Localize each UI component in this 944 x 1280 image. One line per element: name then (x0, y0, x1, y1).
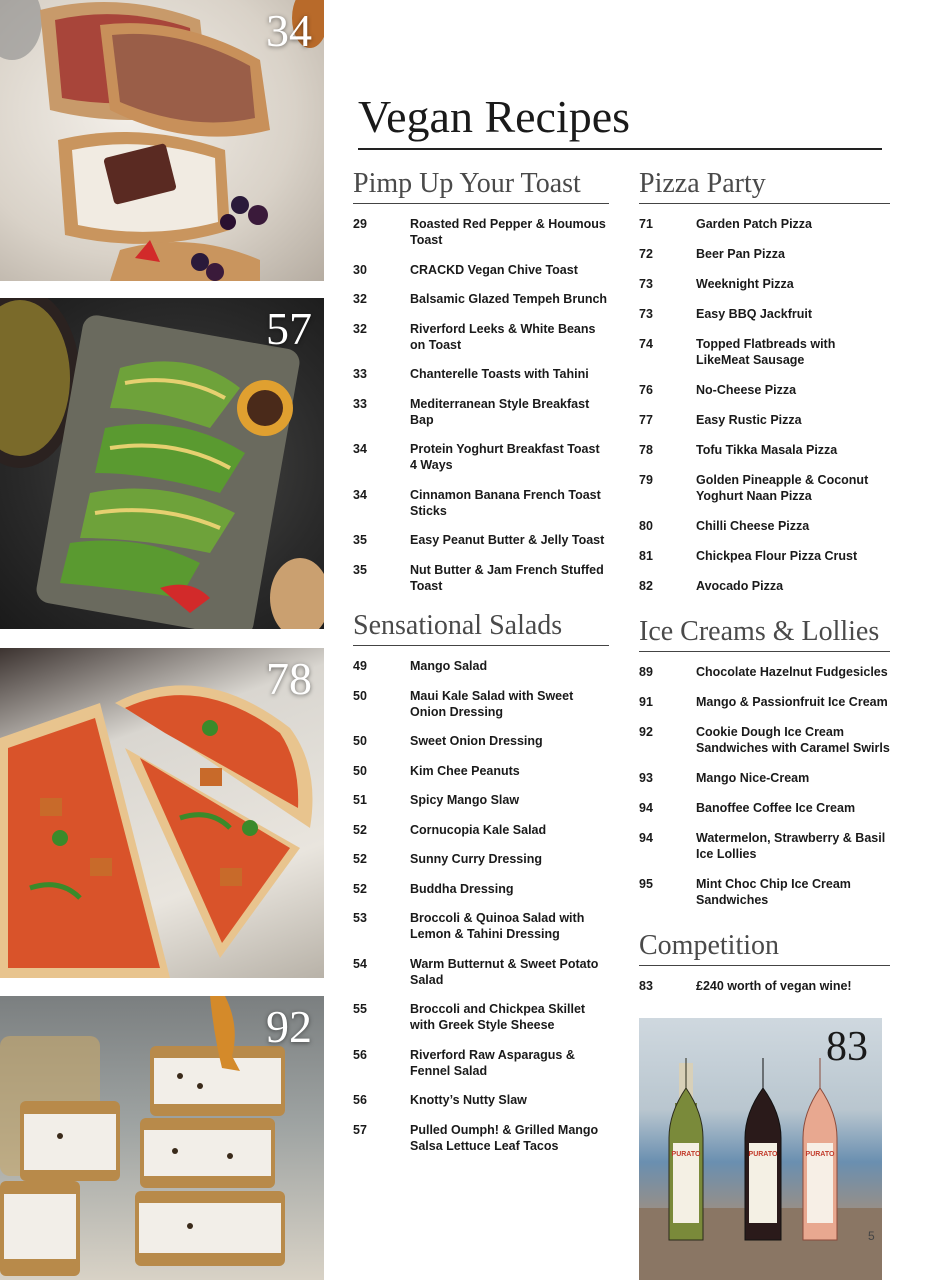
recipe-item (353, 321, 609, 353)
recipe-name: Buddha Dressing (410, 881, 514, 896)
recipe-page-number: 53 (353, 911, 367, 926)
recipe-page-number: 81 (639, 549, 653, 564)
recipe-name: Spicy Mango Slaw (410, 793, 520, 808)
recipe-list (639, 978, 890, 994)
recipe-item (639, 306, 890, 322)
recipe-item (353, 262, 609, 278)
recipe-page-number: 35 (353, 562, 367, 577)
recipe-page-number: 93 (639, 771, 653, 786)
recipe-page-number: 52 (353, 881, 367, 896)
icecream-photo (0, 996, 324, 1280)
recipe-name: Pulled Oumph! & Grilled Mango Salsa Lettuce Leaf Tacos (410, 1122, 599, 1153)
recipe-item (639, 548, 890, 564)
section-ice-creams (639, 616, 890, 922)
recipe-item (639, 578, 890, 594)
section-pizza (639, 168, 890, 608)
tacos-page-number: 57 (266, 303, 312, 354)
recipe-page-number: 73 (639, 307, 653, 322)
recipe-name: Roasted Red Pepper & Houmous Toast (410, 217, 606, 248)
recipe-name: Maui Kale Salad with Sweet Onion Dressing (410, 688, 574, 719)
recipe-item (639, 412, 890, 428)
wine-label-1: PURATO (671, 1151, 701, 1158)
recipe-item (353, 658, 609, 674)
recipe-page-number: 71 (639, 217, 653, 232)
recipe-name: Protein Yoghurt Breakfast Toast 4 Ways (410, 442, 600, 473)
recipe-name: Mango Salad (410, 659, 488, 674)
recipe-item (353, 532, 609, 548)
recipe-item (353, 366, 609, 382)
page-title: Vegan Recipes (358, 91, 631, 142)
recipe-page-number: 82 (639, 579, 653, 594)
recipe-name: Sweet Onion Dressing (410, 734, 543, 749)
recipe-page-number: 32 (353, 292, 367, 307)
recipe-name: Chickpea Flour Pizza Crust (696, 549, 858, 564)
recipe-item (353, 1092, 609, 1108)
recipe-item (353, 441, 609, 473)
recipe-name: Easy BBQ Jackfruit (696, 307, 813, 322)
recipe-name: Mint Choc Chip Ice Cream Sandwiches (696, 877, 851, 908)
section-heading: Pimp Up Your Toast (353, 168, 609, 204)
recipe-name: £240 worth of vegan wine! (696, 979, 852, 994)
recipe-page-number: 52 (353, 822, 367, 837)
recipe-item (353, 688, 609, 720)
recipe-item (639, 518, 890, 534)
recipe-page-number: 34 (353, 487, 367, 502)
recipe-item (639, 694, 890, 710)
recipe-item (639, 830, 890, 862)
tacos-photo (0, 298, 324, 629)
recipe-name: Mediterranean Style Breakfast Bap (410, 396, 590, 427)
recipe-name: Easy Peanut Butter & Jelly Toast (410, 533, 605, 548)
recipe-name: Banoffee Coffee Ice Cream (696, 801, 856, 816)
pizza-photo (0, 648, 324, 978)
recipe-list (639, 216, 890, 594)
recipe-name: Riverford Leeks & White Beans on Toast (410, 321, 596, 352)
page-number: 5 (868, 1229, 875, 1243)
recipe-name: Sunny Curry Dressing (410, 852, 542, 867)
recipe-page-number: 72 (639, 247, 653, 262)
recipe-page-number: 78 (639, 443, 653, 458)
recipe-name: Cornucopia Kale Salad (410, 822, 547, 837)
recipe-page-number: 76 (639, 383, 653, 398)
recipe-item (353, 396, 609, 428)
recipe-page-number: 50 (353, 688, 367, 703)
recipe-name: Weeknight Pizza (696, 277, 794, 292)
section-heading: Competition (639, 930, 890, 966)
recipe-page-number: 56 (353, 1047, 367, 1062)
recipe-name: Watermelon, Strawberry & Basil Ice Lollies (696, 831, 886, 862)
section-heading: Sensational Salads (353, 610, 609, 646)
recipe-name: Mango & Passionfruit Ice Cream (696, 695, 888, 710)
recipe-page-number: 29 (353, 217, 367, 232)
recipe-name: Chanterelle Toasts with Tahini (410, 367, 589, 382)
recipe-name: Knotty’s Nutty Slaw (410, 1093, 527, 1108)
recipe-name: Tofu Tikka Masala Pizza (696, 443, 838, 458)
recipe-item (639, 382, 890, 398)
recipe-page-number: 54 (353, 956, 367, 971)
wine-label-3: PURATO (805, 1151, 835, 1158)
recipe-item (353, 1001, 609, 1033)
wine-photo (639, 1018, 882, 1280)
recipe-page-number: 73 (639, 277, 653, 292)
recipe-name: Chocolate Hazelnut Fudgesicles (696, 665, 888, 680)
recipe-page-number: 92 (639, 725, 653, 740)
recipe-name: Beer Pan Pizza (696, 247, 785, 262)
section-heading: Ice Creams & Lollies (639, 616, 890, 652)
recipe-page-number: 95 (639, 877, 653, 892)
recipe-item (639, 770, 890, 786)
recipe-page-number: 79 (639, 473, 653, 488)
recipe-name: Broccoli & Quinoa Salad with Lemon & Tahini Dressing (410, 911, 585, 942)
recipe-name: Golden Pineapple & Coconut Yoghurt Naan Pizza (696, 473, 869, 504)
recipe-item (639, 978, 890, 994)
recipe-item (639, 724, 890, 756)
recipe-item (353, 291, 609, 307)
recipe-item (639, 246, 890, 262)
recipe-page-number: 33 (353, 396, 367, 411)
toast-page-number: 34 (266, 5, 312, 56)
recipe-page-number: 57 (353, 1122, 367, 1137)
recipe-name: Warm Butternut & Sweet Potato Salad (410, 956, 599, 987)
recipe-page-number: 33 (353, 367, 367, 382)
recipe-item (353, 822, 609, 838)
pizza-page-number: 78 (266, 653, 312, 704)
recipe-item (353, 216, 609, 248)
recipe-list (353, 658, 609, 1154)
recipe-item (639, 472, 890, 504)
recipe-page-number: 32 (353, 321, 367, 336)
recipe-page-number: 50 (353, 734, 367, 749)
recipe-page-number: 49 (353, 659, 367, 674)
recipe-item (353, 851, 609, 867)
recipe-item (353, 562, 609, 594)
recipe-name: Kim Chee Peanuts (410, 763, 520, 778)
recipe-name: Chilli Cheese Pizza (696, 519, 810, 534)
recipe-name: Nut Butter & Jam French Stuffed Toast (410, 562, 604, 593)
recipe-page-number: 50 (353, 763, 367, 778)
recipe-item (639, 216, 890, 232)
toast-photo (0, 0, 324, 281)
recipe-page-number: 74 (639, 337, 653, 352)
recipe-name: Broccoli and Chickpea Skillet with Greek Style Sheese (410, 1002, 586, 1033)
recipe-item (639, 876, 890, 908)
recipe-name: No-Cheese Pizza (696, 383, 797, 398)
recipe-page-number: 34 (353, 442, 367, 457)
icecream-page-number: 92 (266, 1001, 312, 1052)
recipe-page-number: 55 (353, 1002, 367, 1017)
recipe-page-number: 83 (639, 979, 653, 994)
recipe-page-number: 35 (353, 533, 367, 548)
recipe-item (639, 276, 890, 292)
recipe-name: CRACKD Vegan Chive Toast (410, 262, 578, 277)
recipe-name: Avocado Pizza (696, 579, 784, 594)
wine-label-2: PURATO (748, 1151, 778, 1158)
section-toast (353, 168, 609, 607)
recipe-name: Riverford Raw Asparagus & Fennel Salad (410, 1047, 575, 1078)
recipe-item (639, 664, 890, 680)
recipe-name: Topped Flatbreads with LikeMeat Sausage (696, 337, 836, 368)
recipe-page-number: 77 (639, 413, 653, 428)
section-salads (353, 610, 609, 1167)
recipe-item (353, 1047, 609, 1079)
recipe-item (353, 792, 609, 808)
recipe-name: Mango Nice-Cream (696, 771, 810, 786)
recipe-item (353, 1122, 609, 1154)
recipe-name: Cookie Dough Ice Cream Sandwiches with Caramel Swirls (696, 725, 890, 756)
recipe-page-number: 56 (353, 1093, 367, 1108)
recipe-item (353, 487, 609, 519)
recipe-item (353, 910, 609, 942)
recipe-name: Balsamic Glazed Tempeh Brunch (410, 292, 608, 307)
recipe-page-number: 91 (639, 695, 653, 710)
recipe-page-number: 80 (639, 519, 653, 534)
recipe-page-number: 52 (353, 852, 367, 867)
wine-page-number: 83 (826, 1024, 868, 1070)
recipe-page-number: 30 (353, 262, 367, 277)
title-divider (358, 148, 882, 150)
recipe-item (353, 733, 609, 749)
recipe-page-number: 94 (639, 801, 653, 816)
recipe-name: Cinnamon Banana French Toast Sticks (410, 487, 601, 518)
recipe-list (353, 216, 609, 594)
recipe-item (353, 956, 609, 988)
recipe-item (353, 763, 609, 779)
recipe-item (639, 442, 890, 458)
recipe-page-number: 89 (639, 665, 653, 680)
recipe-page-number: 51 (353, 793, 367, 808)
recipe-item (639, 336, 890, 368)
section-heading: Pizza Party (639, 168, 890, 204)
recipe-item (639, 800, 890, 816)
recipe-item (353, 881, 609, 897)
recipe-name: Easy Rustic Pizza (696, 413, 802, 428)
recipe-list (639, 664, 890, 908)
recipe-page-number: 94 (639, 831, 653, 846)
recipe-name: Garden Patch Pizza (696, 217, 813, 232)
section-competition (639, 930, 890, 994)
